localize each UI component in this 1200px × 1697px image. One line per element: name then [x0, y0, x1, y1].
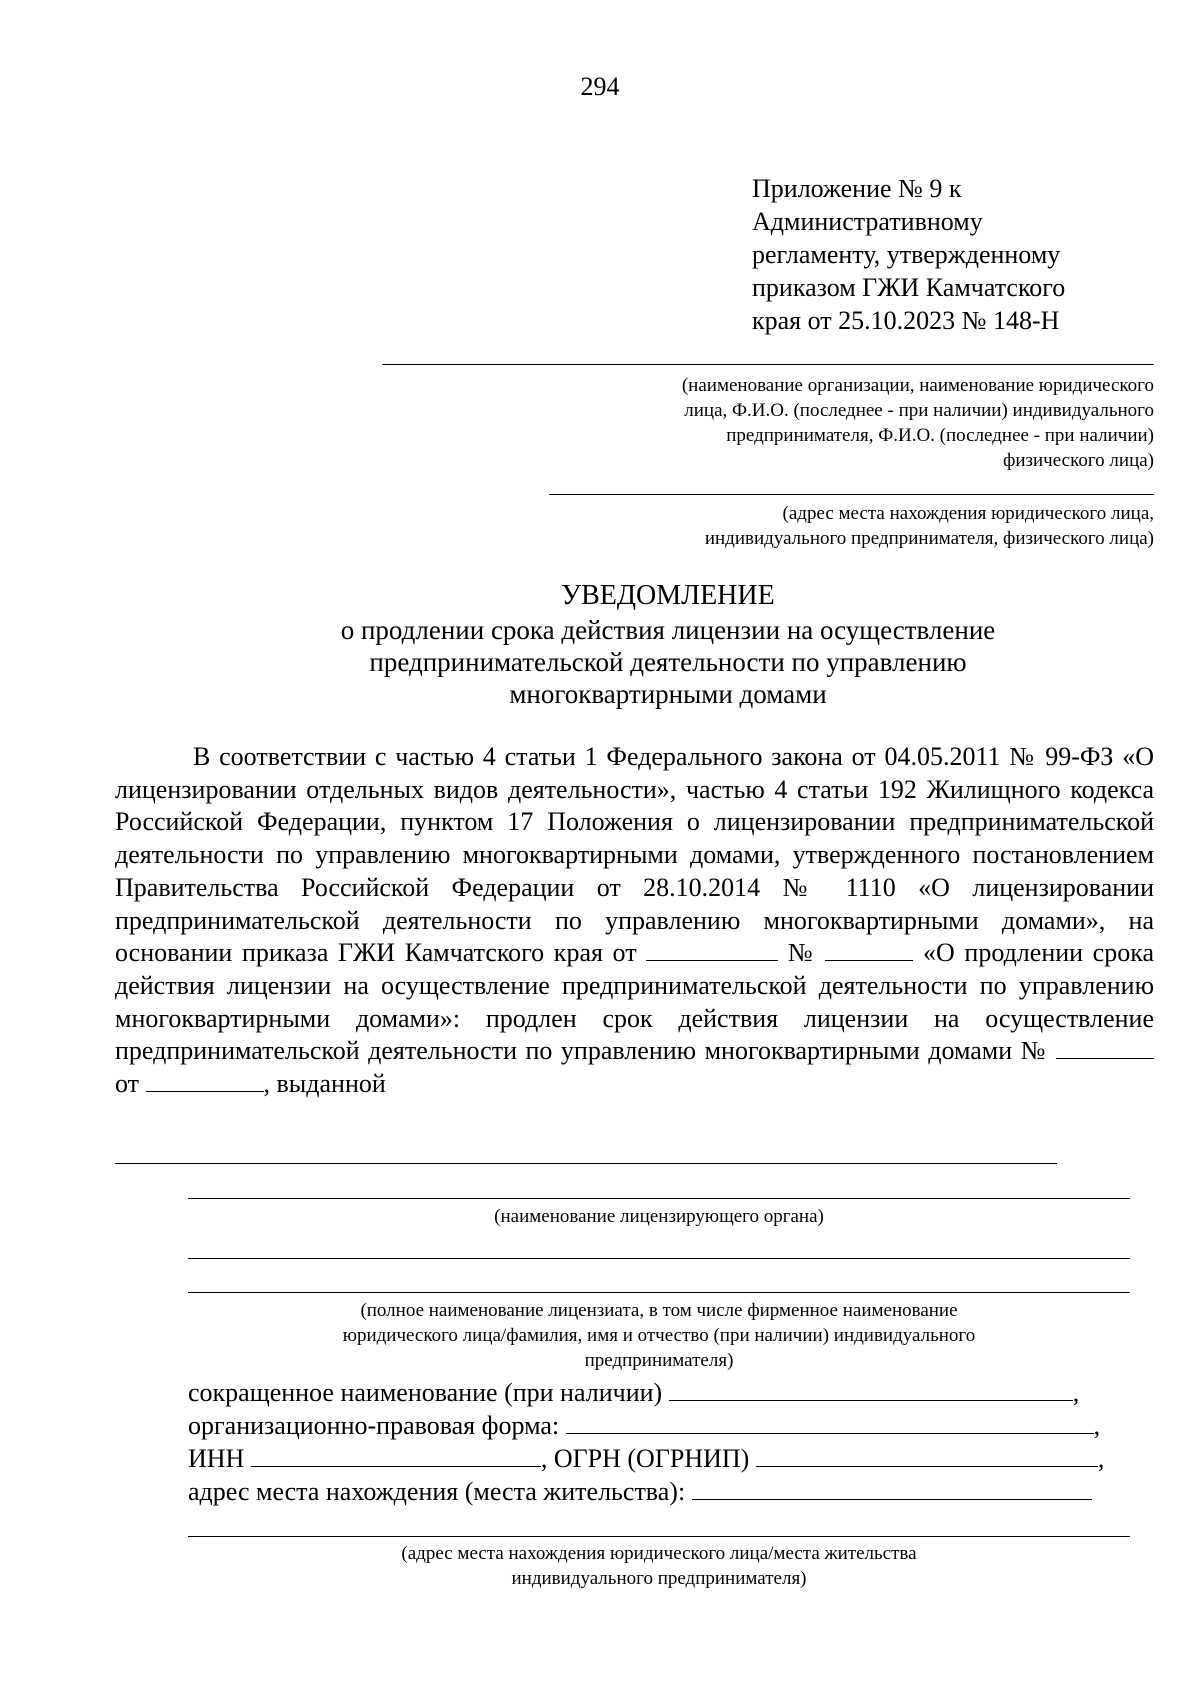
- appendix-line: края от 25.10.2023 № 148-Н: [752, 306, 1060, 335]
- caption-line: юридического лица/фамилия, имя и отчество (при наличии) индивидуального: [342, 1325, 976, 1346]
- appendix-line: Административному: [752, 207, 983, 236]
- addressee-name-line: [382, 364, 1154, 365]
- license-date-blank[interactable]: [146, 1069, 264, 1092]
- ogrn-blank[interactable]: [756, 1444, 1098, 1467]
- issued-by-line-1[interactable]: [115, 1163, 1057, 1164]
- licensing-body-caption: (наименование лицензирующего органа): [494, 1206, 824, 1227]
- caption-line: индивидуального предпринимателя): [511, 1568, 807, 1589]
- licensee-name-line-1[interactable]: [188, 1258, 1130, 1259]
- caption-line: физического лица): [1003, 450, 1154, 471]
- caption-line: (адрес места нахождения юридического лица,: [782, 503, 1154, 524]
- field-label: сокращенное наименование (при наличии): [188, 1378, 663, 1407]
- legal-form-blank[interactable]: [566, 1411, 1094, 1434]
- appendix-line: Приложение № 9 к: [752, 174, 962, 203]
- body-text-part: В соответствии с частью 4 статьи 1 Федерального закона от 04.05.2011 № 99-ФЗ «О лицензировании отдельных видов деятельности», частью 4 статьи 192 Жилищного кодекса Российской Федерации, пунктом 17 Положения о лицензировании предпринимательской деятельности по управлению многоквартирными домами, утвержденного постановлением Правительства Российской Федерации от 28.10.2014 № 1110 «О лицензировании предпринимательской деятельности по управлению многоквартирными домами», на основании приказа ГЖИ Камчатского края от: [115, 742, 1154, 968]
- field-label: ИНН: [188, 1444, 245, 1473]
- title-subtitle-line: о продлении срока действия лицензии на осуществление: [340, 615, 996, 645]
- page-number: 294: [580, 72, 620, 101]
- field-comma: ,: [1072, 1378, 1080, 1407]
- inn-blank[interactable]: [251, 1444, 541, 1467]
- body-text-part: «О продлении срока действия лицензии на осуществление предпринимательской деятельности по управлению многоквартирными домами»: продлен срок действия лицензии на осуществление предпринимательской деятельности по управлению многоквартирными домами №: [115, 938, 1155, 1066]
- caption-line: лица, Ф.И.О. (последнее - при наличии) индивидуального: [684, 400, 1154, 421]
- caption-line: индивидуального предпринимателя, физического лица): [704, 528, 1154, 549]
- addressee-address-caption: [549, 501, 1154, 551]
- body-text-part: от: [115, 1069, 140, 1099]
- title-heading: УВЕДОМЛЕНИЕ: [561, 580, 775, 611]
- caption-line: (наименование организации, наименование юридического: [681, 375, 1154, 396]
- address-bottom-caption: [188, 1541, 1130, 1591]
- address-blank[interactable]: [692, 1477, 1092, 1500]
- body-text-part: №: [787, 938, 816, 968]
- address-line-2[interactable]: [188, 1536, 1130, 1537]
- caption-line: предпринимателя, Ф.И.О. (последнее - при наличии): [726, 425, 1154, 446]
- field-label: организационно-правовая форма:: [188, 1411, 560, 1440]
- field-comma: ,: [1097, 1444, 1105, 1473]
- body-text-part: , выданной: [263, 1069, 386, 1099]
- short-name-blank[interactable]: [669, 1378, 1073, 1401]
- caption-line: (адрес места нахождения юридического лица/места жительства: [401, 1543, 917, 1564]
- caption-line: предпринимателя): [584, 1350, 734, 1371]
- caption-line: (полное наименование лицензиата, в том числе фирменное наименование: [360, 1300, 958, 1321]
- document-title: [0, 580, 1200, 710]
- field-comma: ,: [1093, 1411, 1101, 1440]
- addressee-address-line: [549, 494, 1154, 495]
- inn-ogrn-field: [188, 1443, 1104, 1475]
- order-date-blank[interactable]: [646, 938, 778, 961]
- licensee-name-caption: [188, 1298, 1130, 1373]
- title-subtitle-line: предпринимательской деятельности по управлению: [369, 647, 967, 677]
- order-number-blank[interactable]: [825, 938, 913, 961]
- appendix-note: [752, 172, 1065, 337]
- address-field: [188, 1476, 1092, 1508]
- title-subtitle-line: многоквартирными домами: [509, 679, 827, 709]
- short-name-field: [188, 1377, 1079, 1409]
- addressee-name-caption: [382, 373, 1154, 473]
- appendix-line: приказом ГЖИ Камчатского: [752, 273, 1066, 302]
- notification-body: [115, 741, 1154, 1101]
- legal-form-field: [188, 1410, 1100, 1442]
- field-label: , ОГРН (ОГРНИП): [540, 1444, 750, 1473]
- license-number-blank[interactable]: [1056, 1036, 1154, 1059]
- licensee-name-line-2[interactable]: [188, 1292, 1130, 1293]
- field-label: адрес места нахождения (места жительства):: [188, 1477, 686, 1506]
- licensing-body-line[interactable]: [188, 1198, 1130, 1199]
- appendix-line: регламенту, утвержденному: [752, 240, 1061, 269]
